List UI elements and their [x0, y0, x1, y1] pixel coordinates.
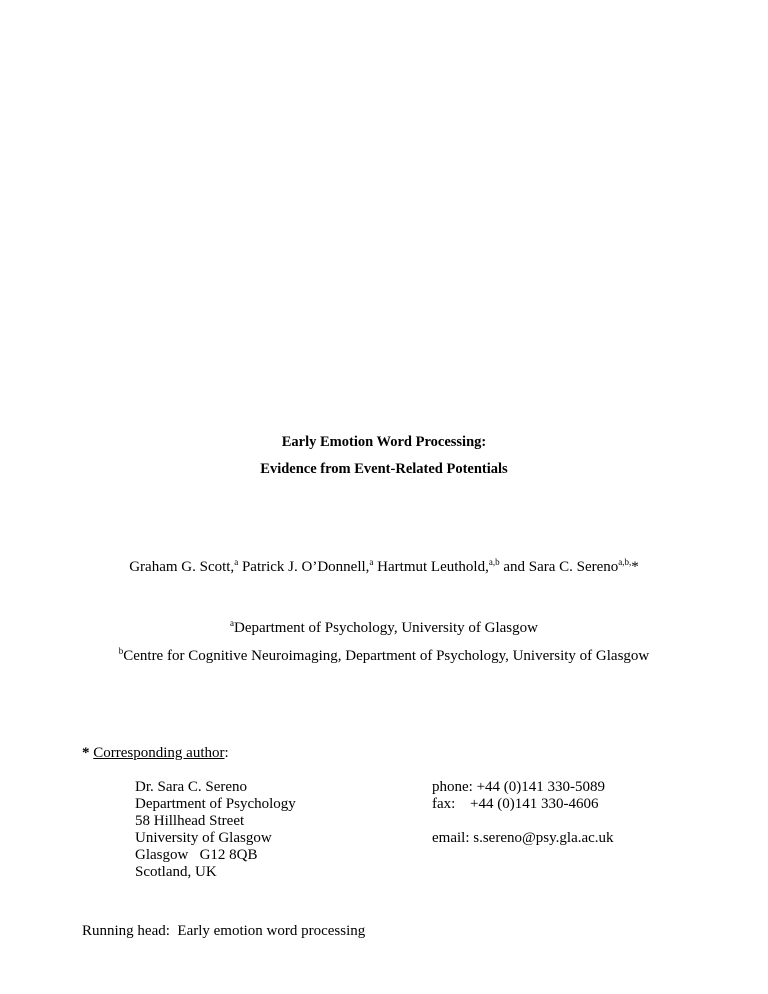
address-block: [135, 779, 296, 881]
affiliation-b: [0, 648, 768, 665]
email-label: email:: [432, 830, 470, 846]
paper-title-line-2: Evidence from Event-Related Potentials: [260, 461, 508, 477]
affiliation-text: Department of Psychology, University of Glasgow: [234, 620, 538, 636]
address-line: Scotland, UK: [135, 864, 217, 880]
heading-colon: :: [224, 745, 229, 761]
address-line: Dr. Sara C. Sereno: [135, 779, 248, 795]
affiliation-mark: b: [118, 646, 124, 656]
author-list: [0, 559, 768, 576]
contact-block: [432, 779, 614, 847]
address-line: University of Glasgow: [135, 830, 272, 846]
phone-number: +44 (0)141 330-5089: [476, 779, 606, 795]
affiliation-mark: a: [230, 618, 234, 628]
author-name: Hartmut Leuthold,: [373, 559, 489, 575]
affiliation-a: [0, 620, 768, 637]
address-line: Glasgow G12 8QB: [135, 847, 258, 863]
email-address[interactable]: s.sereno@psy.gla.ac.uk: [473, 830, 614, 846]
fax-label: fax:: [432, 796, 456, 812]
email-line: [432, 830, 614, 847]
author-name: Graham G. Scott,: [129, 559, 235, 575]
address-line: Department of Psychology: [135, 796, 296, 812]
author-name: and Sara C. Sereno: [499, 559, 619, 575]
phone-line: [432, 779, 614, 796]
fax-number: +44 (0)141 330-4606: [470, 796, 599, 812]
author-affiliation-mark: a,b,: [618, 557, 632, 567]
corresponding-author-label: Corresponding author: [93, 745, 225, 761]
author-affiliation-mark: a: [369, 557, 374, 567]
corresponding-star: *: [631, 559, 639, 575]
author-affiliation-mark: a: [234, 557, 239, 567]
corresponding-star: *: [82, 745, 90, 761]
author-affiliation-mark: a,b: [488, 557, 500, 567]
address-line: 58 Hillhead Street: [135, 813, 245, 829]
author-name: Patrick J. O’Donnell,: [238, 559, 370, 575]
fax-line: [432, 796, 614, 813]
phone-label: phone:: [432, 779, 473, 795]
running-head: Running head: Early emotion word processing: [82, 923, 366, 939]
paper-title-line-1: Early Emotion Word Processing:: [281, 434, 487, 450]
affiliation-text: Centre for Cognitive Neuroimaging, Department of Psychology, University of Glasgow: [123, 648, 650, 664]
corresponding-author-heading: [82, 745, 229, 762]
